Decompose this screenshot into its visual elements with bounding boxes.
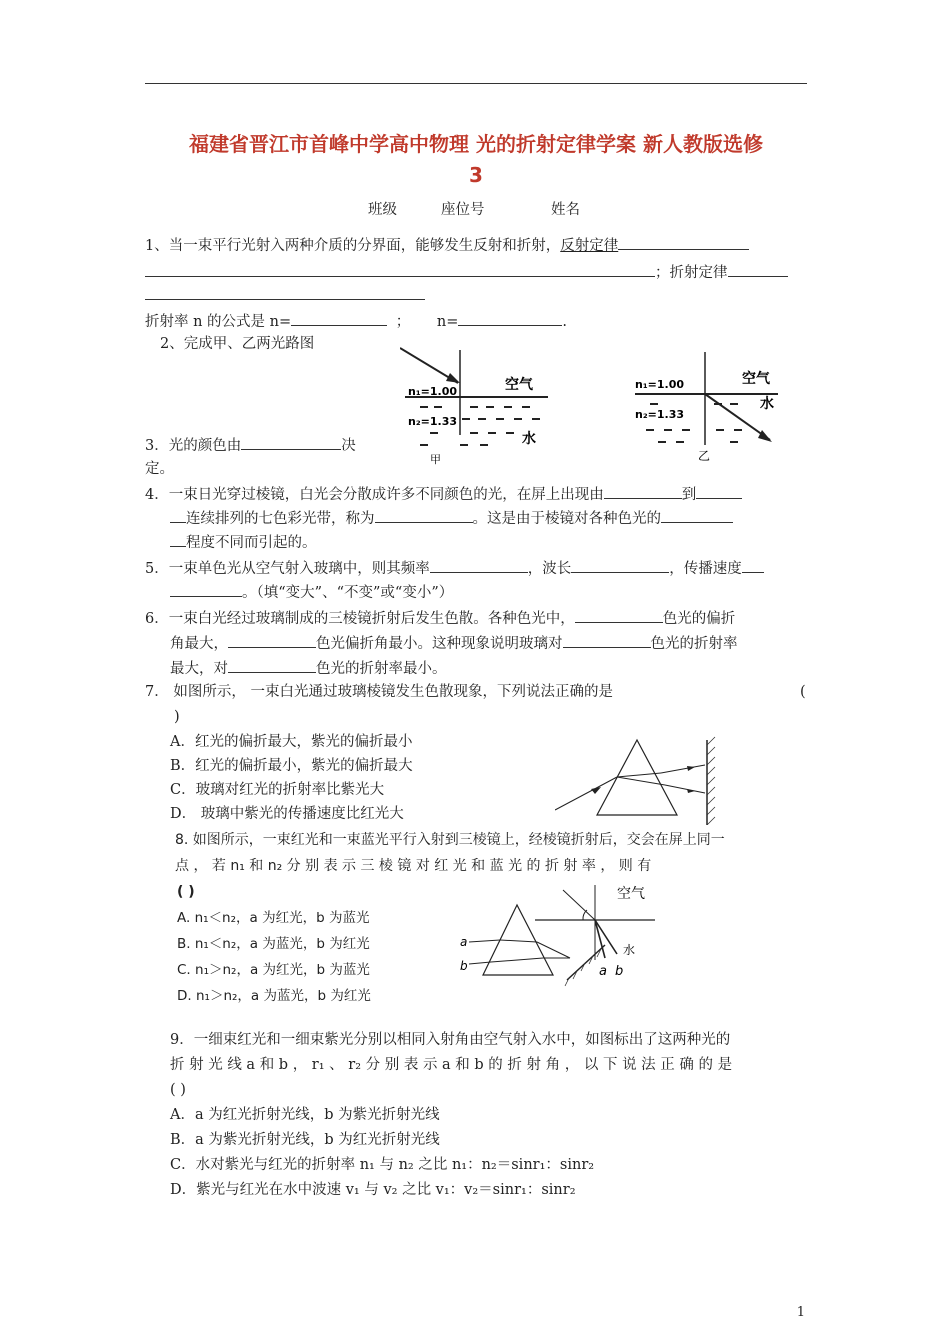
fig-jia-water: 水 xyxy=(522,431,536,447)
fig-yi-n2: n₂=1.33 xyxy=(635,408,685,421)
q6-blank-1[interactable] xyxy=(575,608,663,623)
q4-blank-2[interactable] xyxy=(696,484,742,499)
q6-blank-3[interactable] xyxy=(563,633,651,648)
screen-hatch xyxy=(707,737,715,825)
ray-b xyxy=(469,962,491,964)
ray-arrow xyxy=(446,373,460,383)
fig-q8-label-a: a xyxy=(460,935,468,949)
fig-jia-air: 空气 xyxy=(505,377,533,393)
q6-line2: 角最大， 色光偏折角最小。这种现象说明玻璃对 色光的折射率 xyxy=(170,633,738,654)
q9-option-d[interactable]: D．紫光与红光在水中波速 v₁ 与 v₂ 之比 v₁：v₂＝sinr₁：sinr₂ xyxy=(170,1182,576,1198)
q7-stem: 7． 如图所示， 一束白光通过玻璃棱镜发生色散现象，下列说法正确的是 xyxy=(145,684,613,700)
class-label: 班级 xyxy=(368,202,397,218)
seat-label: 座位号 xyxy=(441,202,485,218)
q4-line2: 连续排列的七色彩光带，称为 。这是由于棱镜对各种色光的 xyxy=(170,508,733,529)
incident-ray xyxy=(563,890,595,920)
exit-ray-1 xyxy=(661,765,705,773)
fig-jia-n2: n₂=1.33 xyxy=(408,415,458,428)
q7-option-a[interactable]: A．红光的偏折最大，紫光的偏折最小 xyxy=(170,734,413,750)
q1-line4: 折射率 n 的公式是 n= ； n= . xyxy=(145,311,567,332)
q3-blank[interactable] xyxy=(241,435,341,450)
q5-blank-3[interactable] xyxy=(742,558,764,573)
q4-blank-3[interactable] xyxy=(170,508,186,523)
q6-blank-4[interactable] xyxy=(228,658,316,673)
figure-q8 xyxy=(455,880,675,990)
ray-arrow xyxy=(591,787,601,794)
q4-blank-5[interactable] xyxy=(661,508,733,523)
q2-text: 2、完成甲、乙两光路图 xyxy=(160,336,315,352)
q9-line1: 9．一细束红光和一细束紫光分别以相同入射角由空气射入水中，如图标出了这两种光的 xyxy=(170,1032,731,1048)
figure-jia xyxy=(400,345,550,465)
q1-line3 xyxy=(145,285,425,306)
inner-ray-1 xyxy=(617,773,661,777)
q5-line1: 5．一束单色光从空气射入玻璃中，则其频率 ，波长 ，传播速度 xyxy=(145,558,764,579)
q7-option-b[interactable]: B．红光的偏折最小，紫光的偏折最大 xyxy=(170,758,413,774)
q1-line1: 1、当一束平行光射入两种介质的分界面，能够发生反射和折射，反射定律 xyxy=(145,235,749,256)
incident-ray xyxy=(555,777,617,810)
q8-line1: 8. 如图所示，一束红光和一束蓝光平行入射到三棱镜上，经棱镜折射后，交会在屏上同一 xyxy=(175,832,725,848)
q1-blank-4[interactable] xyxy=(145,285,425,300)
q9-line2: 折 射 光 线 a 和 b ， r₁ 、 r₂ 分 别 表 示 a 和 b 的 折 射 角 ， 以 下 说 法 正 确 的 是 xyxy=(170,1057,733,1073)
refracted-ray-b xyxy=(595,920,617,954)
q1-blank-6[interactable] xyxy=(458,311,562,326)
q3-line2: 定。 xyxy=(145,461,174,477)
q7-paren-open: ( xyxy=(800,684,806,700)
q1-blank-2[interactable] xyxy=(145,262,655,277)
q9-paren: ( ) xyxy=(170,1082,186,1098)
q5-blank-4[interactable] xyxy=(170,582,242,597)
q5-blank-1[interactable] xyxy=(430,558,528,573)
q4-line3: 程度不同而引起的。 xyxy=(170,532,317,553)
q4-blank-6[interactable] xyxy=(170,532,186,547)
page-number: 1 xyxy=(796,1305,805,1320)
doc-title-line1: 福建省晋江市首峰中学高中物理 光的折射定律学案 新人教版选修 xyxy=(189,132,763,156)
ray-a xyxy=(469,940,500,942)
name-label: 姓名 xyxy=(551,202,580,218)
fig-q8-air: 空气 xyxy=(617,886,645,902)
q7-option-c[interactable]: C．玻璃对红光的折射率比紫光大 xyxy=(170,782,385,798)
fig-yi-water: 水 xyxy=(760,396,774,412)
q8-option-a[interactable]: A. n₁＜n₂，a 为红光，b 为蓝光 xyxy=(177,910,370,926)
inner-ray-a xyxy=(500,940,537,942)
inner-ray-b xyxy=(491,958,543,962)
q1-blank-1[interactable] xyxy=(618,235,749,250)
exit-ray-a xyxy=(537,942,570,958)
q9-option-b[interactable]: B．a 为紫光折射光线，b 为红光折射光线 xyxy=(170,1132,440,1148)
q8-option-c[interactable]: C. n₁＞n₂，a 为红光，b 为蓝光 xyxy=(177,962,370,978)
q8-option-d[interactable]: D. n₁＞n₂，a 为蓝光，b 为红光 xyxy=(177,988,371,1004)
q5-blank-2[interactable] xyxy=(571,558,669,573)
q1-blank-5[interactable] xyxy=(291,311,387,326)
fig-yi-air: 空气 xyxy=(742,371,770,387)
q8-option-b[interactable]: B. n₁＜n₂，a 为蓝光，b 为红光 xyxy=(177,936,370,952)
q3-line1: 3．光的颜色由 决 xyxy=(145,435,356,456)
q1-blank-3[interactable] xyxy=(728,262,788,277)
doc-title-line2: 3 xyxy=(469,163,483,187)
q9-option-c[interactable]: C．水对紫光与红光的折射率 n₁ 与 n₂ 之比 n₁：n₂＝sinr₁：sinr₂ xyxy=(170,1157,595,1173)
fig-q8-label-b: b xyxy=(460,959,468,973)
fig-yi-caption: 乙 xyxy=(698,449,711,463)
prism xyxy=(597,740,677,815)
q5-line2: 。（填“变大”、“不变”或“变小”） xyxy=(170,582,453,603)
q1-line2: ；折射定律 xyxy=(145,262,788,283)
header-rule xyxy=(145,83,807,84)
fig-q8-water: 水 xyxy=(623,943,636,957)
q7-option-d[interactable]: D． 玻璃中紫光的传播速度比红光大 xyxy=(170,806,404,822)
q6-line3: 最大，对 色光的折射率最小。 xyxy=(170,658,447,679)
fig-q8-ray-a: a xyxy=(599,964,607,979)
exit-ray-2 xyxy=(665,785,705,793)
fig-q8-ray-b: b xyxy=(615,964,624,979)
fig-jia-caption: 甲 xyxy=(430,453,441,465)
fig-jia-n1: n₁=1.00 xyxy=(408,385,458,398)
q4-blank-1[interactable] xyxy=(604,484,682,499)
q9-option-a[interactable]: A．a 为红光折射光线，b 为紫光折射光线 xyxy=(170,1107,440,1123)
q4-line1: 4．一束日光穿过棱镜，白光会分散成许多不同颜色的光，在屏上出现由 到 xyxy=(145,484,742,505)
figure-q7-prism xyxy=(555,735,725,825)
ray-arrow xyxy=(687,789,695,793)
q8-paren: ( ) xyxy=(177,884,195,900)
q8-line2: 点 ， 若 n₁ 和 n₂ 分 别 表 示 三 棱 镜 对 红 光 和 蓝 光 的 折 射 率 ， 则 有 xyxy=(175,858,652,874)
fig-yi-n1: n₁=1.00 xyxy=(635,378,685,391)
q6-blank-2[interactable] xyxy=(228,633,316,648)
q6-line1: 6．一束白光经过玻璃制成的三棱镜折射后发生色散。各种色光中， 色光的偏折 xyxy=(145,608,735,629)
q4-blank-4[interactable] xyxy=(375,508,473,523)
q7-paren-close: ) xyxy=(174,709,180,725)
figure-yi xyxy=(630,350,780,465)
